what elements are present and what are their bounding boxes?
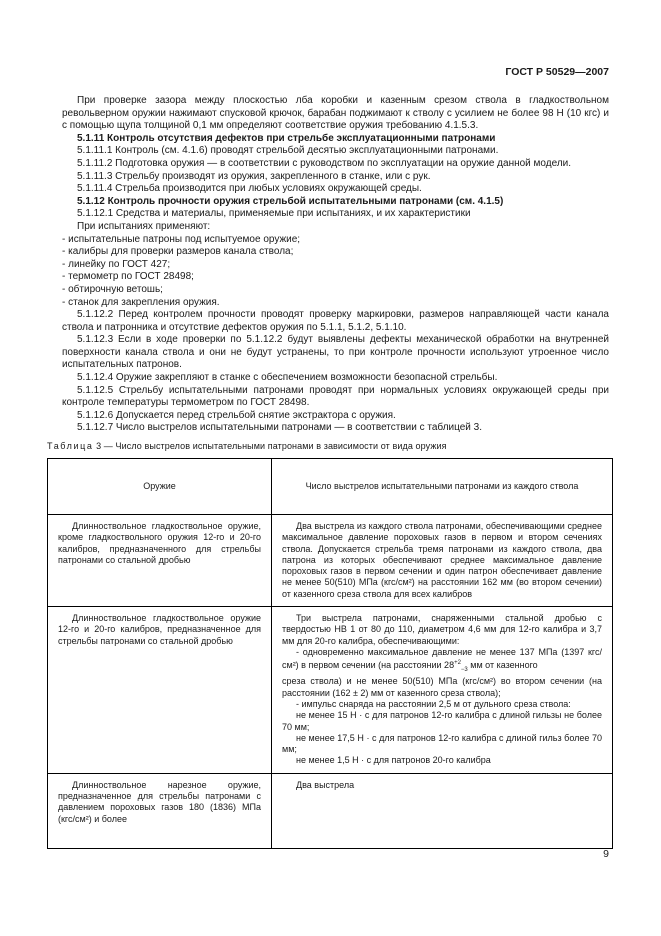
table-caption-label: Таблица	[47, 441, 94, 451]
paragraph: 5.1.11.1 Контроль (см. 4.1.6) проводят стрельбой десятью эксплуатационными патронами.	[77, 145, 499, 157]
paragraph: При проверке зазора между плоскостью лба коробки и казенным срезом ствола в гладкоствольном револьверном оружии нажимают спусковой крючок, барабан поджимают к стволу с усилием не более 98 Н (10 кгс) и с помощью щупа толщиной 0,1 мм определяют соответствие оружия требованию 4.1.5.3.	[62, 95, 609, 132]
weapon-text: Длинноствольное гладкоствольное оружие 12-го и 20-го калибров, предназначенное для стрельбы патронами со стальной дробью	[58, 613, 261, 646]
shots-cell	[272, 773, 613, 848]
list-item: - линейку по ГОСТ 427;	[62, 258, 171, 270]
weapon-text: Длинноствольное гладкоствольное оружие, кроме гладкоствольного оружия 12-го и 20-го калибров, предназначенного для стрельбы патронами со стальной дробью	[58, 521, 261, 565]
list-item: - калибры для проверки размеров канала ствола;	[62, 246, 294, 258]
weapon-cell	[48, 515, 272, 607]
table-header-row	[48, 459, 613, 515]
shots-line: не менее 17,5 Н · с для патронов 12-го калибра с длиной гильз более 70 мм;	[282, 732, 602, 755]
list-item: - термометр по ГОСТ 28498;	[62, 271, 194, 283]
shots-line	[282, 647, 602, 676]
table-row	[48, 773, 613, 848]
tolerance-minus: −3	[460, 667, 468, 674]
paragraph: 5.1.12.2 Перед контролем прочности проводят проверку маркировки, размеров направляющей части канала ствола и патронника и отсутствие дефектов оружия по 5.1.1, 5.1.2, 5.1.10.	[62, 309, 609, 333]
body-text	[62, 95, 609, 435]
shots-line-text: - одновременно максимальное давление не менее 137 МПа (1397 кгс/см²) в первом сечении (на расстоянии 28	[282, 646, 602, 671]
table-caption	[47, 441, 447, 451]
paragraph: 5.1.12.3 Если в ходе проверки по 5.1.12.2 будут выявлены дефекты механической обработки на внутренней поверхности канала ствола и они не будут устранены, то при контроле прочности используют утроенное число испытательных патронов.	[62, 334, 609, 371]
shots-line: срезa ствола) и не менее 50(510) МПа (кгс/см²) во втором сечении (на расстоянии (162 ± 2) мм от казенного среза ствола);	[282, 676, 602, 698]
table-row	[48, 607, 613, 774]
shots-text: Два выстрела	[296, 779, 355, 790]
shots-table	[47, 458, 613, 849]
list-item: - испытательные патроны под испытуемое оружие;	[62, 233, 301, 245]
paragraph: 5.1.12.4 Оружие закрепляют в станке с обеспечением возможности безопасной стрельбы.	[77, 372, 498, 384]
paragraph: 5.1.11.3 Стрельбу производят из оружия, закрепленного в станке, или с рук.	[77, 170, 431, 182]
paragraph: 5.1.12.7 Число выстрелов испытательными патронами — в соответствии с таблицей 3.	[77, 422, 482, 434]
shots-line-tail: мм от казенного	[467, 660, 538, 671]
section-heading: 5.1.12 Контроль прочности оружия стрельбой испытательными патронами (см. 4.1.5)	[77, 195, 504, 207]
paragraph: 5.1.12.6 Допускается перед стрельбой снятие экстрактора с оружия.	[77, 409, 396, 421]
list-item: - станок для закрепления оружия.	[62, 296, 220, 308]
page-number: 9	[603, 848, 609, 860]
shots-line: Три выстрела патронами, снаряженными стальной дробью с твердостью НВ 1 от 80 до 110, диаметром 4,6 мм для 12-го калибра и 3,7 мм для 20-го калибра, обеспечивающими:	[282, 613, 602, 646]
paragraph: При испытаниях применяют:	[77, 220, 211, 232]
shots-text: Два выстрела из каждого ствола патронами, обеспечивающими среднее максимальное давление пороховых газов в первом и втором сечениях ствола. Допускается стрельба тремя патронами из каждого ствола, два патрона из которых обеспечивают среднее максимальное давление пороховых газов в первом сечении и один патрон обеспечивает давление не менее 50(510) МПа (кгс/см²) на расстоянии 162 мм (во втором сечении) от казенного среза ствола для всех калибров	[282, 521, 602, 599]
weapon-cell	[48, 607, 272, 774]
table-row	[48, 515, 613, 607]
shots-line: не менее 15 Н · с для патронов 12-го калибра с длиной гильзы не более 70 мм;	[282, 710, 602, 732]
paragraph: 5.1.11.2 Подготовка оружия — в соответствии с руководством по эксплуатации на оружие данной модели.	[77, 157, 572, 169]
shots-line: - импульс снаряда на расстоянии 2,5 м от дульного среза ствола:	[296, 698, 571, 709]
paragraph: 5.1.11.4 Стрельба производится при любых условиях окружающей среды.	[77, 183, 422, 195]
shots-cell	[272, 607, 613, 774]
document-header: ГОСТ Р 50529—2007	[505, 66, 609, 78]
column-header-weapon: Оружие	[48, 459, 272, 515]
shots-line: не менее 1,5 Н · с для патронов 20-го калибра	[296, 755, 491, 766]
weapon-cell	[48, 773, 272, 848]
table-caption-text: 3 — Число выстрелов испытательными патронами в зависимости от вида оружия	[93, 441, 447, 451]
column-header-shots: Число выстрелов испытательными патронами из каждого ствола	[272, 459, 613, 515]
paragraph: 5.1.12.5 Стрельбу испытательными патронами проводят при нормальных условиях окружающей среды при контроле температуры термометром по ГОСТ 28498.	[62, 384, 609, 409]
paragraph: 5.1.12.1 Средства и материалы, применяемые при испытаниях, и их характеристики	[77, 208, 471, 220]
shots-cell	[272, 515, 613, 607]
section-heading: 5.1.11 Контроль отсутствия дефектов при стрельбе эксплуатационными патронами	[77, 132, 496, 144]
weapon-text: Длинноствольное нарезное оружие, предназначенное для стрельбы патронами с давлением пороховых газов 180 (1836) МПа (кгс/см²) и более	[58, 779, 261, 824]
tolerance-plus: +2	[454, 660, 461, 667]
list-item: - обтирочную ветошь;	[62, 283, 163, 295]
